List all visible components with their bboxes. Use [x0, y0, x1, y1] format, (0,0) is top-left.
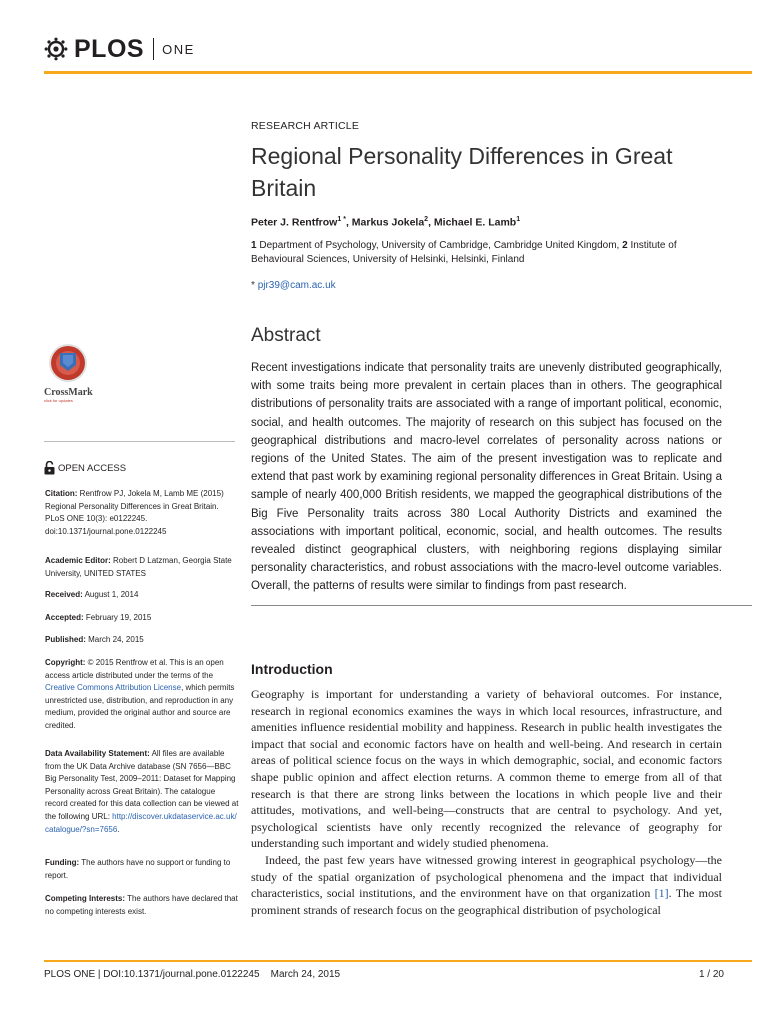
article-title: Regional Personality Differences in Great Britain	[251, 143, 673, 201]
abstract-divider	[251, 605, 752, 606]
author-affiliation-sup: 2	[424, 216, 429, 223]
affiliation-number: 1	[251, 240, 257, 251]
received-date: Received: August 1, 2014	[45, 590, 139, 599]
plos-logo-icon	[44, 37, 68, 61]
abstract-heading: Abstract	[251, 325, 321, 346]
author-affiliation-sup: 1 *	[337, 216, 346, 223]
header-rule	[44, 71, 752, 74]
crossmark-icon	[44, 343, 92, 383]
copyright-block: Copyright: © 2015 Rentfrow et al. This is an open access article distributed under the terms of the Creative Commons Attribution License, which permits unrestricted use, distribution, and reproduction in any medium, provided the original author and source are credited.	[45, 658, 235, 730]
footer-rule	[44, 960, 752, 962]
published-date: Published: March 24, 2015	[45, 635, 144, 644]
open-lock-icon	[44, 461, 55, 475]
author-name[interactable]: Markus Jokela	[351, 216, 425, 229]
abstract-text: Recent investigations indicate that personality traits are unevenly distributed geographically, with some traits being more prevalent in certain places than in others. The geographical distributions of personality traits are associated with a range of important political, economic, social, and health outcomes. The majority of research on this subject has focused on the geographical distributions and macro-level correlates of personality across nations or regions of the United States. The aim of the present investigation was to replicate and extend that past work by examining regional personality differences in Great Britain. Using a sample of nearly 400,000 British residents, we mapped the geographical distributions of the Big Five Personality traits across 380 Local Authority Districts and examined the associations with important political, economic, social, and health outcomes. The results revealed distinct geographical clusters, with neighboring regions displaying similar personality characteristics, and robust associations with the macro-level outcome variables. Overall, the patterns of results were similar to findings from past research.	[251, 362, 722, 593]
affiliation-text: Institute of Behavioural Sciences, University of Helsinki, Helsinki, Finland	[251, 240, 677, 265]
author-name[interactable]: Peter J. Rentfrow	[251, 216, 338, 229]
affiliations	[251, 239, 711, 267]
funding-block: Funding: The authors have no support or funding to report.	[45, 858, 231, 880]
author-separator: ,	[428, 216, 434, 229]
email-link[interactable]: pjr39@cam.ac.uk	[257, 280, 336, 291]
crossmark-label: CrossMark	[44, 387, 93, 398]
affiliation-number: 2	[622, 240, 628, 251]
author-separator: ,	[345, 216, 352, 229]
open-access-badge	[44, 461, 126, 475]
citation-block: Citation: Rentfrow PJ, Jokela M, Lamb ME (2015) Regional Personality Differences in Great Britain. PLoS ONE 10(3): e0122245. doi:10.1371/journal.pone.0122245	[45, 489, 224, 536]
crossmark-sublabel: click for updates	[44, 398, 73, 403]
sidebar-divider	[44, 441, 235, 442]
affiliation-text: Department of Psychology, University of Cambridge, Cambridge United Kingdom,	[259, 240, 620, 251]
academic-editor-block: Academic Editor: Robert D Latzman, Georgia State University, UNITED STATES	[45, 556, 232, 578]
introduction-text	[251, 686, 722, 918]
open-access-label: OPEN ACCESS	[58, 462, 127, 474]
article-type: RESEARCH ARTICLE	[251, 120, 360, 132]
logo-separator	[153, 38, 154, 60]
journal-name: ONE	[162, 41, 195, 57]
author-list	[251, 216, 723, 229]
paragraph: Geography is important for understanding a variety of behavioral outcomes. For instance, research in regional economics examines the ways in which local resources, infrastructure, and amenities influence residential mobility and happiness. Research in public health investigates the impact that social and economic factors have on health and well-being. And research in certain areas of political science focus on the ways in which demographic, social, and economic factors shape public opinion and affect election returns. A common theme to emerge from all of that research is that there are strong links between the locations in which people live and their attitudes, motivations, and well-being—constructs that are central to psychology. And yet, psychological scientists have only recently recognized the relevance of geography for understanding such important and widely studied phenomena.	[251, 687, 722, 851]
crossmark-badge[interactable]	[44, 343, 100, 403]
paragraph: Indeed, the past few years have witnessed growing interest in geographical psychology—the study of the spatial organization of psychological phenomena and the impact that individual characteristics, social institutions, and the environment have on that organization [1]. The most prominent strands of research focus on the geographical distribution of psychological	[251, 852, 722, 917]
author-name[interactable]: Michael E. Lamb	[433, 216, 517, 229]
data-availability-block: Data Availability Statement: All files are available from the UK Data Archive database (SN 7656—BBC Big Personality Test, 2009–2011: Dataset for Mapping Personality across Great Britain). The catalogue record created for this data collection can be viewed at the following URL: http://discover.ukdataservice.ac.uk/catalogue/?sn=7656.	[45, 749, 239, 834]
accepted-date: Accepted: February 19, 2015	[45, 613, 152, 622]
data-url-link[interactable]: http://discover.ukdataservice.ac.uk/catalogue/?sn=7656	[45, 811, 237, 834]
introduction-heading: Introduction	[251, 661, 333, 677]
reference-link[interactable]: [1]	[654, 886, 669, 901]
page-number: 1 / 20	[698, 969, 724, 980]
corresponding-email	[251, 280, 723, 291]
logo-text: PLOS	[74, 34, 145, 63]
license-link[interactable]: Creative Commons Attribution License	[45, 683, 182, 693]
competing-interests-block: Competing Interests: The authors have declared that no competing interests exist.	[45, 894, 238, 916]
author-affiliation-sup: 1	[516, 216, 521, 223]
plos-one-logo[interactable]	[44, 34, 195, 64]
footer-citation: PLOS ONE | DOI:10.1371/journal.pone.0122245 March 24, 2015	[44, 969, 341, 980]
corresponding-mark: *	[251, 280, 255, 291]
